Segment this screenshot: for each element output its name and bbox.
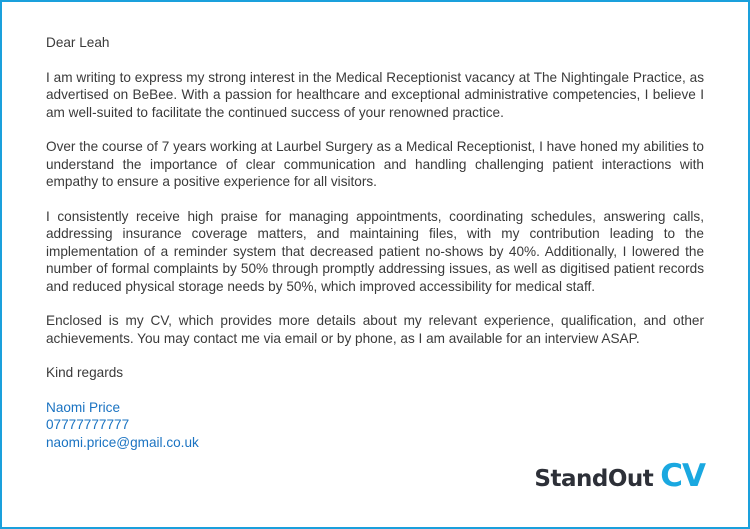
logo-wordmark: StandOut <box>534 466 654 492</box>
signature-email: naomi.price@gmail.co.uk <box>46 434 199 450</box>
paragraph-experience: Over the course of 7 years working at Laurbel Surgery as a Medical Receptionist, I have honed my abilities to understand the importance of clear communication and handling challenging patient interactions with empathy to ensure a positive experience for all visitors. <box>46 139 704 189</box>
signoff: Kind regards <box>46 365 124 380</box>
signature-name: Naomi Price <box>46 399 121 415</box>
paragraph-closing: Enclosed is my CV, which provides more details about my relevant experience, qualification, and other achievements. You may contact me via email or by phone, as I am available for an interview ASAP. <box>46 313 704 346</box>
standout-cv-logo <box>534 458 705 495</box>
paragraph-achievements: I consistently receive high praise for managing appointments, coordinating schedules, answering calls, addressing insurance coverage matters, and maintaining files, with my contribution leading to the implementation of a reminder system that decreased patient no-shows by 40%. Additionally, I lowered the number of formal complaints by 50% through promptly addressing issues, as well as digitised patient records and reduced physical storage needs by 50%, which improved accessibility for medical staff. <box>46 208 704 294</box>
signature-block <box>46 399 704 452</box>
signature-phone: 07777777777 <box>46 417 130 432</box>
logo-cv-mark: CV <box>660 458 705 495</box>
cover-letter <box>46 34 704 451</box>
paragraph-intro: I am writing to express my strong interest in the Medical Receptionist vacancy at The Nightingale Practice, as advertised on BeBee. With a passion for healthcare and exceptional administrative competencies, I believe I am well-suited to facilitate the continued success of your renowned practice. <box>46 69 704 120</box>
salutation: Dear Leah <box>46 35 110 50</box>
